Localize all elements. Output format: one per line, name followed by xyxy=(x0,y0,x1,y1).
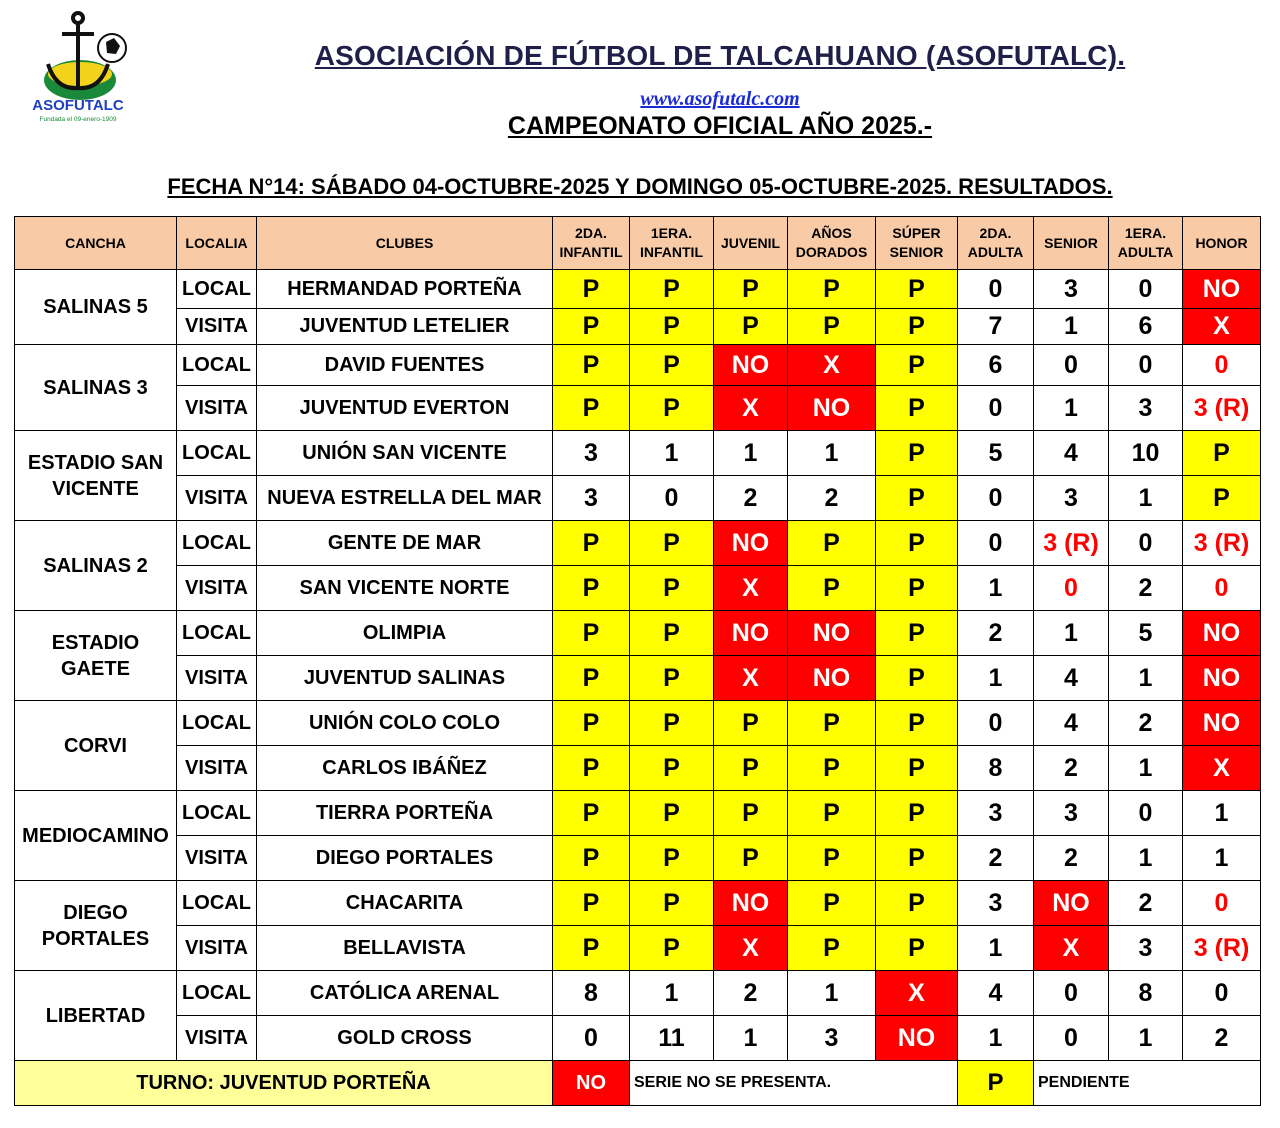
result-cell: P xyxy=(630,611,714,656)
result-cell: X xyxy=(788,345,876,386)
result-cell: P xyxy=(630,791,714,836)
localia-cell: LOCAL xyxy=(177,791,257,836)
club-cell: UNIÓN SAN VICENTE xyxy=(257,431,553,476)
result-cell: P xyxy=(788,881,876,926)
result-cell: 3 (R) xyxy=(1183,521,1261,566)
cancha-line: GAETE xyxy=(61,657,130,680)
result-cell: 2 xyxy=(788,476,876,521)
result-cell: X xyxy=(714,926,788,971)
result-cell: P xyxy=(553,566,630,611)
result-cell: P xyxy=(714,309,788,345)
result-cell: 0 xyxy=(630,476,714,521)
result-cell: 2 xyxy=(1109,566,1183,611)
result-cell: 2 xyxy=(958,611,1034,656)
result-cell: 0 xyxy=(1034,971,1109,1016)
result-cell: P xyxy=(553,270,630,309)
table-row xyxy=(15,836,1261,881)
result-cell: P xyxy=(876,701,958,746)
logo-subtext: Fundada el 09-enero-1909 xyxy=(39,116,117,123)
column-header-line: ADULTA xyxy=(967,244,1024,260)
result-cell: P xyxy=(630,656,714,701)
cancha-cell xyxy=(15,345,177,431)
result-cell: 0 xyxy=(553,1016,630,1061)
result-cell: P xyxy=(630,566,714,611)
result-cell: 3 xyxy=(1034,476,1109,521)
result-cell: 4 xyxy=(1034,656,1109,701)
result-cell: 2 xyxy=(1183,1016,1261,1061)
result-cell: X xyxy=(714,386,788,431)
column-header-line: ADULTA xyxy=(1117,244,1174,260)
table-row xyxy=(15,270,1261,309)
result-cell: P xyxy=(788,791,876,836)
column-header xyxy=(177,217,257,270)
result-cell: 8 xyxy=(1109,971,1183,1016)
cancha-cell xyxy=(15,791,177,881)
result-cell: 0 xyxy=(1183,971,1261,1016)
cancha-cell xyxy=(15,431,177,521)
result-cell: NO xyxy=(1183,270,1261,309)
table-row xyxy=(15,345,1261,386)
result-cell: 0 xyxy=(1183,566,1261,611)
result-cell: P xyxy=(553,656,630,701)
result-cell: P xyxy=(788,309,876,345)
result-cell: 3 xyxy=(958,881,1034,926)
column-header-line: AÑOS xyxy=(811,225,852,241)
column-header-line: HONOR xyxy=(1195,234,1248,251)
column-header-line: 1ERA. xyxy=(650,225,693,241)
result-cell: P xyxy=(630,746,714,791)
table-row xyxy=(15,521,1261,566)
result-cell: 1 xyxy=(1109,746,1183,791)
localia-cell: LOCAL xyxy=(177,881,257,926)
result-cell: 0 xyxy=(1109,345,1183,386)
result-cell: 0 xyxy=(958,270,1034,309)
result-cell: X xyxy=(714,656,788,701)
table-row xyxy=(15,971,1261,1016)
club-cell: DAVID FUENTES xyxy=(257,345,553,386)
result-cell: 0 xyxy=(958,701,1034,746)
result-cell: NO xyxy=(1183,656,1261,701)
club-cell: DIEGO PORTALES xyxy=(257,836,553,881)
cancha-line: SALINAS 5 xyxy=(43,296,148,318)
result-cell: P xyxy=(630,386,714,431)
localia-cell: LOCAL xyxy=(177,701,257,746)
table-row xyxy=(15,1016,1261,1061)
result-cell: 2 xyxy=(1034,836,1109,881)
result-cell: P xyxy=(553,881,630,926)
result-cell: P xyxy=(714,701,788,746)
result-cell: 0 xyxy=(958,476,1034,521)
result-cell: 3 xyxy=(788,1016,876,1061)
club-cell: JUVENTUD SALINAS xyxy=(257,656,553,701)
result-cell: P xyxy=(630,309,714,345)
result-cell: P xyxy=(553,521,630,566)
result-cell: P xyxy=(630,836,714,881)
table-row xyxy=(15,386,1261,431)
localia-cell: LOCAL xyxy=(177,270,257,309)
result-cell: NO xyxy=(788,611,876,656)
result-cell: 5 xyxy=(1109,611,1183,656)
table-row xyxy=(15,926,1261,971)
localia-cell: LOCAL xyxy=(177,431,257,476)
result-cell: P xyxy=(714,746,788,791)
result-cell: P xyxy=(1183,431,1261,476)
table-row xyxy=(15,656,1261,701)
column-header-line: SÚPER xyxy=(892,225,941,241)
result-cell: P xyxy=(553,386,630,431)
cancha-cell xyxy=(15,521,177,611)
result-cell: NO xyxy=(1183,611,1261,656)
result-cell: P xyxy=(714,836,788,881)
column-header xyxy=(714,217,788,270)
result-cell: P xyxy=(553,791,630,836)
result-cell: NO xyxy=(714,881,788,926)
result-cell: 0 xyxy=(1034,345,1109,386)
club-cell: BELLAVISTA xyxy=(257,926,553,971)
result-cell: P xyxy=(788,836,876,881)
cancha-cell xyxy=(15,270,177,345)
result-cell: 2 xyxy=(1109,701,1183,746)
logo-text: ASOFUTALC xyxy=(32,97,124,114)
result-cell: 1 xyxy=(788,971,876,1016)
localia-cell: VISITA xyxy=(177,566,257,611)
cancha-line: LIBERTAD xyxy=(45,1004,146,1027)
club-cell: JUVENTUD EVERTON xyxy=(257,386,553,431)
result-cell: 3 (R) xyxy=(1183,926,1261,971)
column-header xyxy=(630,217,714,270)
result-cell: X xyxy=(876,971,958,1016)
page-title: ASOCIACIÓN DE FÚTBOL DE TALCAHUANO (ASOFUTALC). xyxy=(314,40,1126,71)
result-cell: 1 xyxy=(1183,836,1261,881)
column-header-line: JUVENIL xyxy=(720,234,781,251)
table-row xyxy=(15,566,1261,611)
cancha-line: PORTALES xyxy=(41,927,150,950)
localia-cell: VISITA xyxy=(177,926,257,971)
result-cell: P xyxy=(876,521,958,566)
result-cell: 1 xyxy=(630,971,714,1016)
result-cell: 0 xyxy=(958,386,1034,431)
result-cell: X xyxy=(1034,926,1109,971)
table-row xyxy=(15,791,1261,836)
localia-cell: VISITA xyxy=(177,309,257,345)
result-cell: 1 xyxy=(1109,1016,1183,1061)
result-cell: 2 xyxy=(1034,746,1109,791)
result-cell: 1 xyxy=(958,566,1034,611)
cancha-line: MEDIOCAMINO xyxy=(22,824,169,847)
result-cell: P xyxy=(630,701,714,746)
result-cell: 3 xyxy=(1034,791,1109,836)
championship-subtitle: CAMPEONATO OFICIAL AÑO 2025.- xyxy=(507,112,933,140)
column-header xyxy=(876,217,958,270)
result-cell: 3 xyxy=(958,791,1034,836)
result-cell: P xyxy=(553,836,630,881)
result-cell: P xyxy=(553,345,630,386)
table-row xyxy=(15,476,1261,521)
result-cell: 1 xyxy=(1034,611,1109,656)
result-cell: NO xyxy=(714,345,788,386)
legend-no-code: NO xyxy=(553,1061,630,1106)
result-cell: P xyxy=(630,881,714,926)
column-header-line: DORADOS xyxy=(795,244,868,260)
cancha-line: SALINAS 2 xyxy=(43,554,148,577)
result-cell: 0 xyxy=(1183,345,1261,386)
result-cell: NO xyxy=(714,521,788,566)
result-cell: NO xyxy=(788,656,876,701)
result-cell: P xyxy=(876,270,958,309)
localia-cell: LOCAL xyxy=(177,345,257,386)
result-cell: P xyxy=(876,926,958,971)
club-cell: CHACARITA xyxy=(257,881,553,926)
legend-no-text: SERIE NO SE PRESENTA. xyxy=(630,1061,958,1106)
result-cell: 8 xyxy=(553,971,630,1016)
localia-cell: VISITA xyxy=(177,476,257,521)
cancha-cell xyxy=(15,611,177,701)
result-cell: X xyxy=(714,566,788,611)
column-header-line: SENIOR xyxy=(1044,234,1098,251)
results-table xyxy=(14,216,1261,1106)
column-header xyxy=(15,217,177,270)
result-cell: P xyxy=(553,926,630,971)
result-cell: NO xyxy=(876,1016,958,1061)
result-cell: 1 xyxy=(1109,836,1183,881)
result-cell: 1 xyxy=(1183,791,1261,836)
result-cell: P xyxy=(788,746,876,791)
result-cell: P xyxy=(1183,476,1261,521)
club-cell: NUEVA ESTRELLA DEL MAR xyxy=(257,476,553,521)
footer-row xyxy=(15,1061,1261,1106)
result-cell: 4 xyxy=(1034,701,1109,746)
table-row xyxy=(15,746,1261,791)
result-cell: P xyxy=(876,309,958,345)
cancha-line: ESTADIO SAN xyxy=(27,451,164,474)
club-cell: GENTE DE MAR xyxy=(257,521,553,566)
column-header xyxy=(257,217,553,270)
result-cell: 0 xyxy=(1034,566,1109,611)
header-row xyxy=(15,217,1261,270)
result-cell: 3 (R) xyxy=(1183,386,1261,431)
table-row xyxy=(15,431,1261,476)
result-cell: P xyxy=(788,521,876,566)
result-cell: 1 xyxy=(958,1016,1034,1061)
localia-cell: VISITA xyxy=(177,746,257,791)
column-header-line: 2DA. xyxy=(575,225,607,241)
result-cell: 8 xyxy=(958,746,1034,791)
localia-cell: VISITA xyxy=(177,1016,257,1061)
club-cell: HERMANDAD PORTEÑA xyxy=(257,270,553,309)
result-cell: 0 xyxy=(1109,791,1183,836)
website-link[interactable]: www.asofutalc.com xyxy=(640,88,800,110)
result-cell: 2 xyxy=(714,971,788,1016)
cancha-line: CORVI xyxy=(64,734,127,757)
result-cell: P xyxy=(788,926,876,971)
club-cell: CARLOS IBÁÑEZ xyxy=(257,746,553,791)
asofutalc-logo xyxy=(30,8,140,128)
result-cell: P xyxy=(876,746,958,791)
result-cell: 1 xyxy=(1109,476,1183,521)
result-cell: 5 xyxy=(958,431,1034,476)
result-cell: 4 xyxy=(958,971,1034,1016)
result-cell: P xyxy=(876,345,958,386)
club-cell: JUVENTUD LETELIER xyxy=(257,309,553,345)
localia-cell: LOCAL xyxy=(177,521,257,566)
cancha-line: ESTADIO xyxy=(51,631,140,654)
result-cell: P xyxy=(714,270,788,309)
result-cell: P xyxy=(630,521,714,566)
result-cell: 1 xyxy=(958,926,1034,971)
result-cell: 1 xyxy=(714,431,788,476)
column-header xyxy=(553,217,630,270)
result-cell: 3 xyxy=(553,431,630,476)
column-header-line: 1ERA. xyxy=(1124,225,1167,241)
result-cell: P xyxy=(630,270,714,309)
column-header-line: LOCALIA xyxy=(185,234,248,251)
localia-cell: VISITA xyxy=(177,656,257,701)
table-row xyxy=(15,881,1261,926)
result-cell: P xyxy=(876,566,958,611)
column-header-line: CANCHA xyxy=(65,234,126,251)
club-cell: CATÓLICA ARENAL xyxy=(257,971,553,1016)
result-cell: 0 xyxy=(958,521,1034,566)
result-cell: X xyxy=(1183,746,1261,791)
result-cell: 2 xyxy=(958,836,1034,881)
legend-p-code: P xyxy=(958,1061,1034,1106)
table-row xyxy=(15,701,1261,746)
result-cell: P xyxy=(788,270,876,309)
club-cell: TIERRA PORTEÑA xyxy=(257,791,553,836)
result-cell: P xyxy=(876,476,958,521)
column-header-line: 2DA. xyxy=(979,225,1012,241)
result-cell: 7 xyxy=(958,309,1034,345)
result-cell: X xyxy=(1183,309,1261,345)
localia-cell: VISITA xyxy=(177,836,257,881)
result-cell: P xyxy=(788,701,876,746)
result-cell: 2 xyxy=(1109,881,1183,926)
result-cell: 0 xyxy=(1109,521,1183,566)
column-header-line: CLUBES xyxy=(375,234,434,251)
result-cell: 1 xyxy=(1034,309,1109,345)
result-cell: P xyxy=(630,345,714,386)
result-cell: P xyxy=(876,836,958,881)
column-header xyxy=(1183,217,1261,270)
localia-cell: VISITA xyxy=(177,386,257,431)
result-cell: P xyxy=(553,701,630,746)
result-cell: 10 xyxy=(1109,431,1183,476)
result-cell: 1 xyxy=(958,656,1034,701)
result-cell: 1 xyxy=(1034,386,1109,431)
cancha-cell xyxy=(15,971,177,1061)
club-cell: UNIÓN COLO COLO xyxy=(257,701,553,746)
result-cell: 0 xyxy=(1109,270,1183,309)
result-cell: NO xyxy=(1183,701,1261,746)
result-cell: P xyxy=(876,881,958,926)
result-cell: 1 xyxy=(630,431,714,476)
result-cell: P xyxy=(876,791,958,836)
result-cell: P xyxy=(714,791,788,836)
result-cell: 1 xyxy=(714,1016,788,1061)
result-cell: P xyxy=(876,611,958,656)
table-row xyxy=(15,611,1261,656)
result-cell: 2 xyxy=(714,476,788,521)
result-cell: P xyxy=(630,926,714,971)
result-cell: P xyxy=(876,656,958,701)
column-header xyxy=(1034,217,1109,270)
localia-cell: LOCAL xyxy=(177,611,257,656)
column-header xyxy=(1109,217,1183,270)
result-cell: 6 xyxy=(1109,309,1183,345)
result-cell: NO xyxy=(714,611,788,656)
result-cell: 0 xyxy=(1183,881,1261,926)
result-cell: 3 xyxy=(1109,386,1183,431)
turno-cell: TURNO: JUVENTUD PORTEÑA xyxy=(15,1061,553,1106)
result-cell: 3 xyxy=(1034,270,1109,309)
result-cell: P xyxy=(553,746,630,791)
result-cell: P xyxy=(553,309,630,345)
result-cell: 3 (R) xyxy=(1034,521,1109,566)
result-cell: 4 xyxy=(1034,431,1109,476)
result-cell: 1 xyxy=(1109,656,1183,701)
result-cell: P xyxy=(553,611,630,656)
club-cell: GOLD CROSS xyxy=(257,1016,553,1061)
result-cell: 6 xyxy=(958,345,1034,386)
column-header-line: INFANTIL xyxy=(640,244,703,260)
column-header-line: INFANTIL xyxy=(559,244,623,260)
result-cell: 3 xyxy=(1109,926,1183,971)
result-cell: 3 xyxy=(553,476,630,521)
cancha-line: VICENTE xyxy=(52,477,139,500)
cancha-cell xyxy=(15,701,177,791)
column-header xyxy=(958,217,1034,270)
result-cell: 0 xyxy=(1034,1016,1109,1061)
result-cell: P xyxy=(876,386,958,431)
result-cell: NO xyxy=(1034,881,1109,926)
table-row xyxy=(15,309,1261,345)
column-header-line: SENIOR xyxy=(889,244,944,260)
result-cell: NO xyxy=(788,386,876,431)
cancha-line: SALINAS 3 xyxy=(43,376,148,399)
result-cell: P xyxy=(876,431,958,476)
localia-cell: LOCAL xyxy=(177,971,257,1016)
club-cell: SAN VICENTE NORTE xyxy=(257,566,553,611)
fixture-date-heading: FECHA N°14: SÁBADO 04-OCTUBRE-2025 Y DOMINGO 05-OCTUBRE-2025. RESULTADOS. xyxy=(167,174,1113,199)
club-cell: OLIMPIA xyxy=(257,611,553,656)
result-cell: P xyxy=(788,566,876,611)
cancha-cell xyxy=(15,881,177,971)
cancha-line: DIEGO xyxy=(63,901,128,924)
column-header xyxy=(788,217,876,270)
result-cell: 11 xyxy=(630,1016,714,1061)
result-cell: 1 xyxy=(788,431,876,476)
legend-p-text: PENDIENTE xyxy=(1034,1061,1261,1106)
